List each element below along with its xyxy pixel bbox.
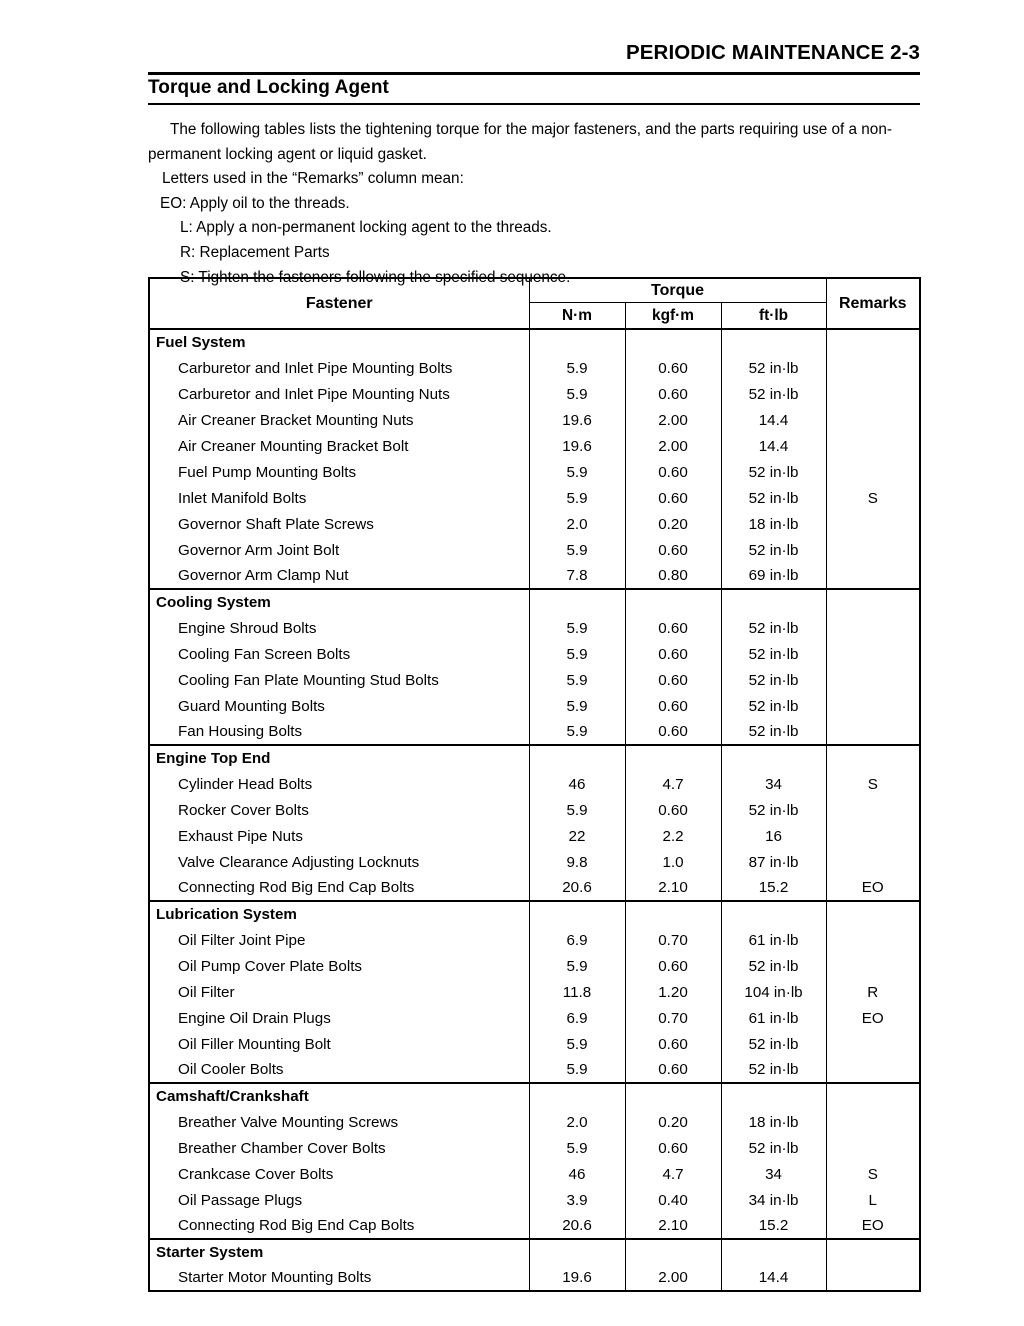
remarks-value (826, 1083, 920, 1109)
fastener-name: Governor Arm Joint Bolt (149, 537, 529, 563)
torque-ftlb: 52 in·lb (721, 537, 826, 563)
torque-nm (529, 329, 625, 355)
table-section-row (149, 745, 920, 771)
torque-kgfm (625, 329, 721, 355)
torque-kgfm: 0.20 (625, 1109, 721, 1135)
remarks-value: S (826, 1161, 920, 1187)
torque-ftlb: 52 in·lb (721, 953, 826, 979)
torque-ftlb: 14.4 (721, 407, 826, 433)
torque-kgfm: 0.60 (625, 615, 721, 641)
table-row (149, 537, 920, 563)
section-label: Camshaft/Crankshaft (149, 1083, 529, 1109)
torque-ftlb: 52 in·lb (721, 797, 826, 823)
fastener-name: Fan Housing Bolts (149, 719, 529, 745)
torque-kgfm: 0.60 (625, 797, 721, 823)
fastener-name: Breather Chamber Cover Bolts (149, 1135, 529, 1161)
torque-nm (529, 589, 625, 615)
remarks-value (826, 823, 920, 849)
remarks-value (826, 1265, 920, 1291)
table-row (149, 485, 920, 511)
torque-ftlb: 52 in·lb (721, 615, 826, 641)
fastener-name: Engine Shroud Bolts (149, 615, 529, 641)
torque-nm: 5.9 (529, 537, 625, 563)
intro-block (148, 118, 928, 290)
torque-ftlb: 87 in·lb (721, 849, 826, 875)
table-row (149, 1161, 920, 1187)
remarks-value (826, 927, 920, 953)
torque-table (148, 277, 921, 1292)
remarks-value (826, 641, 920, 667)
torque-ftlb: 61 in·lb (721, 1005, 826, 1031)
remarks-value (826, 667, 920, 693)
table-row (149, 1109, 920, 1135)
legend-item-s: S: Tighten the fasteners following the specified sequence. (180, 268, 571, 286)
remarks-value (826, 953, 920, 979)
fastener-name: Air Creaner Bracket Mounting Nuts (149, 407, 529, 433)
torque-nm: 19.6 (529, 433, 625, 459)
table-row (149, 719, 920, 745)
remarks-value (826, 589, 920, 615)
torque-nm: 5.9 (529, 381, 625, 407)
torque-kgfm: 0.70 (625, 927, 721, 953)
remarks-value (826, 693, 920, 719)
fastener-name: Oil Pump Cover Plate Bolts (149, 953, 529, 979)
torque-kgfm: 0.20 (625, 511, 721, 537)
torque-kgfm: 2.10 (625, 875, 721, 901)
torque-nm: 3.9 (529, 1187, 625, 1213)
torque-kgfm: 2.00 (625, 1265, 721, 1291)
torque-kgfm: 0.60 (625, 719, 721, 745)
torque-kgfm: 4.7 (625, 771, 721, 797)
table-section-row (149, 1083, 920, 1109)
fastener-name: Governor Arm Clamp Nut (149, 563, 529, 589)
table-row (149, 407, 920, 433)
table-row (149, 979, 920, 1005)
col-header-torque: Torque (529, 278, 826, 303)
torque-ftlb: 52 in·lb (721, 719, 826, 745)
torque-nm (529, 745, 625, 771)
fastener-name: Oil Filter Joint Pipe (149, 927, 529, 953)
torque-kgfm: 0.60 (625, 1057, 721, 1083)
section-label: Lubrication System (149, 901, 529, 927)
torque-kgfm: 2.00 (625, 407, 721, 433)
fastener-name: Starter Motor Mounting Bolts (149, 1265, 529, 1291)
torque-ftlb (721, 1239, 826, 1265)
torque-nm: 19.6 (529, 407, 625, 433)
torque-kgfm: 0.60 (625, 537, 721, 563)
remarks-value (826, 719, 920, 745)
torque-nm: 5.9 (529, 667, 625, 693)
torque-nm (529, 1239, 625, 1265)
torque-nm: 5.9 (529, 1135, 625, 1161)
fastener-name: Cooling Fan Screen Bolts (149, 641, 529, 667)
table-row (149, 849, 920, 875)
torque-nm: 5.9 (529, 953, 625, 979)
torque-nm: 2.0 (529, 1109, 625, 1135)
torque-ftlb: 52 in·lb (721, 355, 826, 381)
fastener-name: Fuel Pump Mounting Bolts (149, 459, 529, 485)
torque-kgfm: 0.60 (625, 641, 721, 667)
table-row (149, 615, 920, 641)
torque-kgfm: 0.60 (625, 459, 721, 485)
torque-nm: 2.0 (529, 511, 625, 537)
torque-ftlb: 52 in·lb (721, 1135, 826, 1161)
header-rule-thick (148, 72, 920, 75)
remarks-value (826, 1239, 920, 1265)
legend-item-eo: EO: Apply oil to the threads. (160, 194, 350, 212)
torque-nm: 46 (529, 771, 625, 797)
torque-ftlb: 61 in·lb (721, 927, 826, 953)
legend-item-r: R: Replacement Parts (180, 243, 330, 261)
fastener-name: Engine Oil Drain Plugs (149, 1005, 529, 1031)
remarks-value (826, 1031, 920, 1057)
legend-item-l: L: Apply a non-permanent locking agent to the threads. (180, 219, 552, 237)
fastener-name: Oil Filler Mounting Bolt (149, 1031, 529, 1057)
torque-ftlb: 34 in·lb (721, 1187, 826, 1213)
table-row (149, 433, 920, 459)
table-row (149, 1005, 920, 1031)
table-row (149, 1265, 920, 1291)
torque-kgfm: 4.7 (625, 1161, 721, 1187)
torque-ftlb: 52 in·lb (721, 641, 826, 667)
remarks-value: EO (826, 1213, 920, 1239)
col-header-nm: N·m (529, 303, 625, 330)
torque-nm: 20.6 (529, 1213, 625, 1239)
torque-kgfm: 0.60 (625, 667, 721, 693)
torque-ftlb: 52 in·lb (721, 667, 826, 693)
torque-kgfm: 1.0 (625, 849, 721, 875)
remarks-value: EO (826, 875, 920, 901)
col-header-fastener: Fastener (149, 278, 529, 329)
fastener-name: Oil Cooler Bolts (149, 1057, 529, 1083)
torque-nm: 5.9 (529, 355, 625, 381)
fastener-name: Oil Filter (149, 979, 529, 1005)
table-head (149, 278, 920, 329)
torque-nm: 5.9 (529, 693, 625, 719)
torque-nm: 5.9 (529, 641, 625, 667)
torque-ftlb (721, 745, 826, 771)
torque-nm: 6.9 (529, 1005, 625, 1031)
remarks-value: L (826, 1187, 920, 1213)
torque-kgfm: 0.40 (625, 1187, 721, 1213)
torque-ftlb: 34 (721, 771, 826, 797)
table-section-row (149, 901, 920, 927)
torque-nm: 5.9 (529, 1031, 625, 1057)
torque-ftlb: 52 in·lb (721, 693, 826, 719)
section-label: Fuel System (149, 329, 529, 355)
table-row (149, 355, 920, 381)
table-row (149, 797, 920, 823)
remarks-value (826, 381, 920, 407)
fastener-name: Guard Mounting Bolts (149, 693, 529, 719)
intro-paragraph: The following tables lists the tightening torque for the major fasteners, and the parts requiring use of a non-permanent locking agent or liquid gasket. (148, 121, 892, 163)
table-row (149, 823, 920, 849)
fastener-name: Exhaust Pipe Nuts (149, 823, 529, 849)
col-header-kgfm: kgf·m (625, 303, 721, 330)
torque-nm: 9.8 (529, 849, 625, 875)
fastener-name: Connecting Rod Big End Cap Bolts (149, 875, 529, 901)
table-row (149, 459, 920, 485)
torque-ftlb: 52 in·lb (721, 381, 826, 407)
table-row (149, 1187, 920, 1213)
table-row (149, 771, 920, 797)
fastener-name: Breather Valve Mounting Screws (149, 1109, 529, 1135)
torque-kgfm (625, 901, 721, 927)
remarks-value: EO (826, 1005, 920, 1031)
torque-kgfm (625, 589, 721, 615)
torque-ftlb: 104 in·lb (721, 979, 826, 1005)
legend-lead: Letters used in the “Remarks” column mean: (162, 170, 464, 188)
remarks-value (826, 355, 920, 381)
table-row (149, 667, 920, 693)
torque-kgfm: 0.60 (625, 485, 721, 511)
table-section-row (149, 1239, 920, 1265)
torque-ftlb: 18 in·lb (721, 1109, 826, 1135)
table-row (149, 563, 920, 589)
torque-nm: 5.9 (529, 1057, 625, 1083)
torque-ftlb: 69 in·lb (721, 563, 826, 589)
fastener-name: Cylinder Head Bolts (149, 771, 529, 797)
torque-nm: 19.6 (529, 1265, 625, 1291)
torque-nm (529, 901, 625, 927)
torque-nm (529, 1083, 625, 1109)
torque-ftlb: 16 (721, 823, 826, 849)
remarks-value (826, 615, 920, 641)
remarks-value (826, 537, 920, 563)
remarks-value (826, 1057, 920, 1083)
torque-ftlb (721, 1083, 826, 1109)
section-label: Engine Top End (149, 745, 529, 771)
table-row (149, 1031, 920, 1057)
torque-ftlb: 52 in·lb (721, 485, 826, 511)
fastener-name: Carburetor and Inlet Pipe Mounting Nuts (149, 381, 529, 407)
remarks-value (826, 797, 920, 823)
table-row (149, 1135, 920, 1161)
fastener-name: Cooling Fan Plate Mounting Stud Bolts (149, 667, 529, 693)
header-rule-thin (148, 103, 920, 105)
torque-ftlb: 52 in·lb (721, 459, 826, 485)
remarks-value (826, 459, 920, 485)
table-row (149, 641, 920, 667)
fastener-name: Crankcase Cover Bolts (149, 1161, 529, 1187)
torque-kgfm: 2.10 (625, 1213, 721, 1239)
torque-kgfm (625, 745, 721, 771)
torque-kgfm: 0.70 (625, 1005, 721, 1031)
torque-kgfm: 0.60 (625, 1135, 721, 1161)
table-section-row (149, 589, 920, 615)
remarks-value: R (826, 979, 920, 1005)
torque-kgfm: 0.60 (625, 693, 721, 719)
remarks-value (826, 849, 920, 875)
torque-nm: 5.9 (529, 797, 625, 823)
page-title: Torque and Locking Agent (148, 77, 389, 98)
remarks-value (826, 329, 920, 355)
fastener-name: Oil Passage Plugs (149, 1187, 529, 1213)
fastener-name: Air Creaner Mounting Bracket Bolt (149, 433, 529, 459)
table-row (149, 381, 920, 407)
torque-ftlb: 14.4 (721, 1265, 826, 1291)
torque-nm: 5.9 (529, 615, 625, 641)
col-header-ftlb: ft·lb (721, 303, 826, 330)
remarks-value (826, 901, 920, 927)
table-row (149, 927, 920, 953)
torque-ftlb: 18 in·lb (721, 511, 826, 537)
table-section-row (149, 329, 920, 355)
torque-kgfm: 0.80 (625, 563, 721, 589)
table-row (149, 1057, 920, 1083)
torque-ftlb: 14.4 (721, 433, 826, 459)
torque-nm: 7.8 (529, 563, 625, 589)
table-row (149, 693, 920, 719)
remarks-value (826, 433, 920, 459)
fastener-name: Valve Clearance Adjusting Locknuts (149, 849, 529, 875)
torque-kgfm: 2.2 (625, 823, 721, 849)
fastener-name: Connecting Rod Big End Cap Bolts (149, 1213, 529, 1239)
torque-nm: 5.9 (529, 719, 625, 745)
torque-ftlb (721, 589, 826, 615)
torque-ftlb: 52 in·lb (721, 1057, 826, 1083)
torque-ftlb: 15.2 (721, 875, 826, 901)
fastener-name: Carburetor and Inlet Pipe Mounting Bolts (149, 355, 529, 381)
remarks-value (826, 407, 920, 433)
torque-kgfm: 0.60 (625, 953, 721, 979)
torque-nm: 5.9 (529, 485, 625, 511)
table-body (149, 329, 920, 1291)
torque-ftlb (721, 901, 826, 927)
torque-nm: 22 (529, 823, 625, 849)
remarks-value (826, 1135, 920, 1161)
section-label: Starter System (149, 1239, 529, 1265)
torque-nm: 20.6 (529, 875, 625, 901)
fastener-name: Governor Shaft Plate Screws (149, 511, 529, 537)
torque-kgfm: 1.20 (625, 979, 721, 1005)
torque-nm: 6.9 (529, 927, 625, 953)
torque-ftlb: 15.2 (721, 1213, 826, 1239)
torque-kgfm: 0.60 (625, 381, 721, 407)
table-row (149, 953, 920, 979)
torque-ftlb: 52 in·lb (721, 1031, 826, 1057)
torque-ftlb: 34 (721, 1161, 826, 1187)
fastener-name: Rocker Cover Bolts (149, 797, 529, 823)
torque-nm: 11.8 (529, 979, 625, 1005)
torque-kgfm: 0.60 (625, 355, 721, 381)
col-header-remarks: Remarks (826, 278, 920, 329)
section-label: Cooling System (149, 589, 529, 615)
remarks-value: S (826, 771, 920, 797)
torque-kgfm (625, 1239, 721, 1265)
remarks-value (826, 1109, 920, 1135)
table-row (149, 875, 920, 901)
torque-nm: 46 (529, 1161, 625, 1187)
torque-kgfm (625, 1083, 721, 1109)
remarks-value (826, 563, 920, 589)
remarks-value (826, 745, 920, 771)
torque-ftlb (721, 329, 826, 355)
torque-nm: 5.9 (529, 459, 625, 485)
table-row (149, 1213, 920, 1239)
remarks-value (826, 511, 920, 537)
page-running-header: PERIODIC MAINTENANCE 2-3 (626, 41, 920, 64)
fastener-name: Inlet Manifold Bolts (149, 485, 529, 511)
remarks-value: S (826, 485, 920, 511)
table-row (149, 511, 920, 537)
torque-kgfm: 0.60 (625, 1031, 721, 1057)
torque-kgfm: 2.00 (625, 433, 721, 459)
